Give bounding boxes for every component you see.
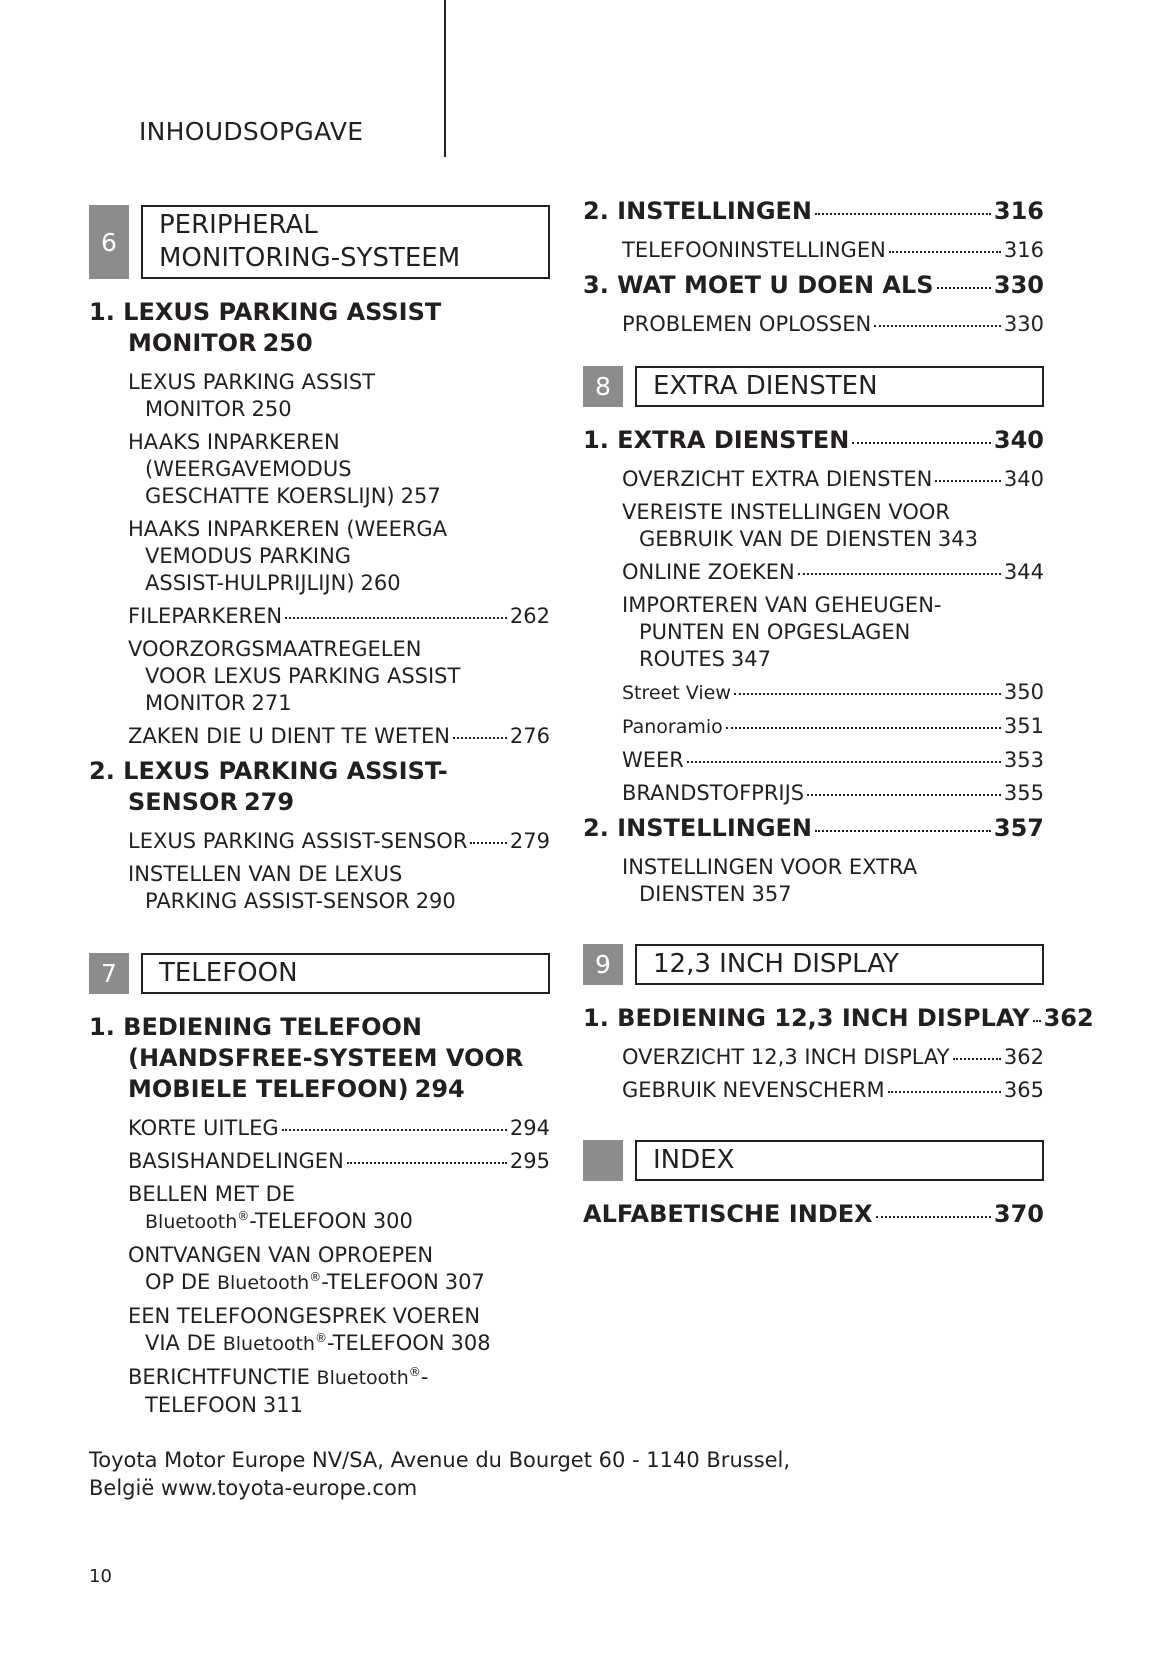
toc-chapter[interactable]: 1. BEDIENING TELEFOON (HANDSFREE-SYSTEEM VOOR MOBIELE TELEFOON) 294 — [89, 1013, 524, 1103]
page-title: INHOUDSOPGAVE — [139, 117, 364, 146]
toc-entry[interactable]: LEXUS PARKING ASSIST MONITOR 250 — [128, 370, 376, 421]
toc-chapter[interactable]: 2. INSTELLINGEN 357 — [583, 814, 1044, 842]
toc-entry[interactable]: OVERZICHT EXTRA DIENSTEN 340 — [622, 467, 1044, 491]
toc-entry[interactable]: FILEPARKEREN 262 — [128, 604, 550, 628]
section-title: INDEX — [635, 1140, 1044, 1181]
toc-entry[interactable]: PROBLEMEN OPLOSSEN 330 — [622, 312, 1044, 336]
toc-entry[interactable]: GEBRUIK NEVENSCHERM 365 — [622, 1078, 1044, 1102]
toc-chapter[interactable]: 3. WAT MOET U DOEN ALS 330 — [583, 271, 1044, 299]
toc-entry[interactable]: TELEFOONINSTELLINGEN 316 — [622, 238, 1044, 262]
toc-entry[interactable]: ZAKEN DIE U DIENT TE WETEN 276 — [128, 724, 550, 748]
page-number: 10 — [89, 1566, 112, 1587]
toc-entry[interactable]: EEN TELEFOONGESPREK VOEREN VIA DE Bluetooth®-TELEFOON 308 — [128, 1304, 491, 1355]
toc-entry[interactable]: OVERZICHT 12,3 INCH DISPLAY 362 — [622, 1045, 1044, 1069]
toc-entry[interactable]: VEREISTE INSTELLINGEN VOOR GEBRUIK VAN DE DIENSTEN 343 — [622, 500, 979, 551]
toc-entry[interactable]: Panoramio 351 — [622, 714, 1044, 738]
toc-entry[interactable]: HAAKS INPARKEREN (WEERGA VEMODUS PARKING ASSIST-HULPRIJLIJN) 260 — [128, 517, 448, 595]
section-7-header — [89, 953, 550, 994]
toc-entry[interactable]: LEXUS PARKING ASSIST-SENSOR 279 — [128, 829, 550, 853]
toc-entry[interactable]: IMPORTEREN VAN GEHEUGEN- PUNTEN EN OPGESLAGEN ROUTES 347 — [622, 593, 942, 671]
toc-entry[interactable]: HAAKS INPARKEREN (WEERGAVEMODUS GESCHATTE KOERSLIJN) 257 — [128, 430, 441, 508]
publisher-footer: Toyota Motor Europe NV/SA, Avenue du Bourget 60 - 1140 Brussel, België www.toyota-europe.com — [89, 1448, 791, 1500]
section-9-header — [583, 944, 1044, 985]
toc-chapter[interactable]: 1. BEDIENING 12,3 INCH DISPLAY 362 — [583, 1004, 1094, 1032]
toc-entry[interactable]: ONTVANGEN VAN OPROEPEN OP DE Bluetooth®-TELEFOON 307 — [128, 1243, 485, 1294]
toc-entry[interactable]: VOORZORGSMAATREGELEN VOOR LEXUS PARKING ASSIST MONITOR 271 — [128, 637, 461, 715]
section-number: 9 — [583, 944, 623, 985]
toc-column-left — [89, 205, 550, 1425]
toc-entry[interactable]: BERICHTFUNCTIE Bluetooth®- TELEFOON 311 — [128, 1365, 429, 1417]
toc-chapter[interactable]: 1. LEXUS PARKING ASSIST MONITOR 250 — [89, 298, 442, 357]
toc-chapter[interactable]: 2. LEXUS PARKING ASSIST- SENSOR 279 — [89, 757, 448, 816]
toc-chapter[interactable]: 2. INSTELLINGEN 316 — [583, 197, 1044, 225]
toc-chapter[interactable]: 1. EXTRA DIENSTEN 340 — [583, 426, 1044, 454]
section-number: 8 — [583, 366, 623, 407]
toc-entry[interactable]: BELLEN MET DE Bluetooth®-TELEFOON 300 — [128, 1182, 413, 1233]
section-6-header — [89, 205, 550, 279]
section-title: 12,3 INCH DISPLAY — [635, 944, 1044, 985]
toc-entry[interactable]: INSTELLEN VAN DE LEXUS PARKING ASSIST-SENSOR 290 — [128, 862, 456, 913]
section-8-header — [583, 366, 1044, 407]
toc-entry[interactable]: WEER 353 — [622, 748, 1044, 772]
section-title: PERIPHERAL MONITORING-SYSTEEM — [141, 205, 550, 279]
toc-column-right — [583, 196, 1094, 1240]
toc-entry[interactable]: ONLINE ZOEKEN 344 — [622, 560, 1044, 584]
section-number: 6 — [89, 205, 129, 279]
section-number: 7 — [89, 953, 129, 994]
section-number — [583, 1140, 623, 1181]
section-index-header — [583, 1140, 1044, 1181]
toc-chapter[interactable]: ALFABETISCHE INDEX 370 — [583, 1200, 1044, 1228]
toc-entry[interactable]: BRANDSTOFPRIJS 355 — [622, 781, 1044, 805]
toc-entry[interactable]: BASISHANDELINGEN 295 — [128, 1149, 550, 1173]
section-title: EXTRA DIENSTEN — [635, 366, 1044, 407]
toc-entry[interactable]: Street View 350 — [622, 680, 1044, 704]
toc-entry[interactable]: INSTELLINGEN VOOR EXTRA DIENSTEN 357 — [622, 855, 918, 906]
header-divider — [444, 0, 446, 157]
section-title: TELEFOON — [141, 953, 550, 994]
toc-entry[interactable]: KORTE UITLEG 294 — [128, 1116, 550, 1140]
